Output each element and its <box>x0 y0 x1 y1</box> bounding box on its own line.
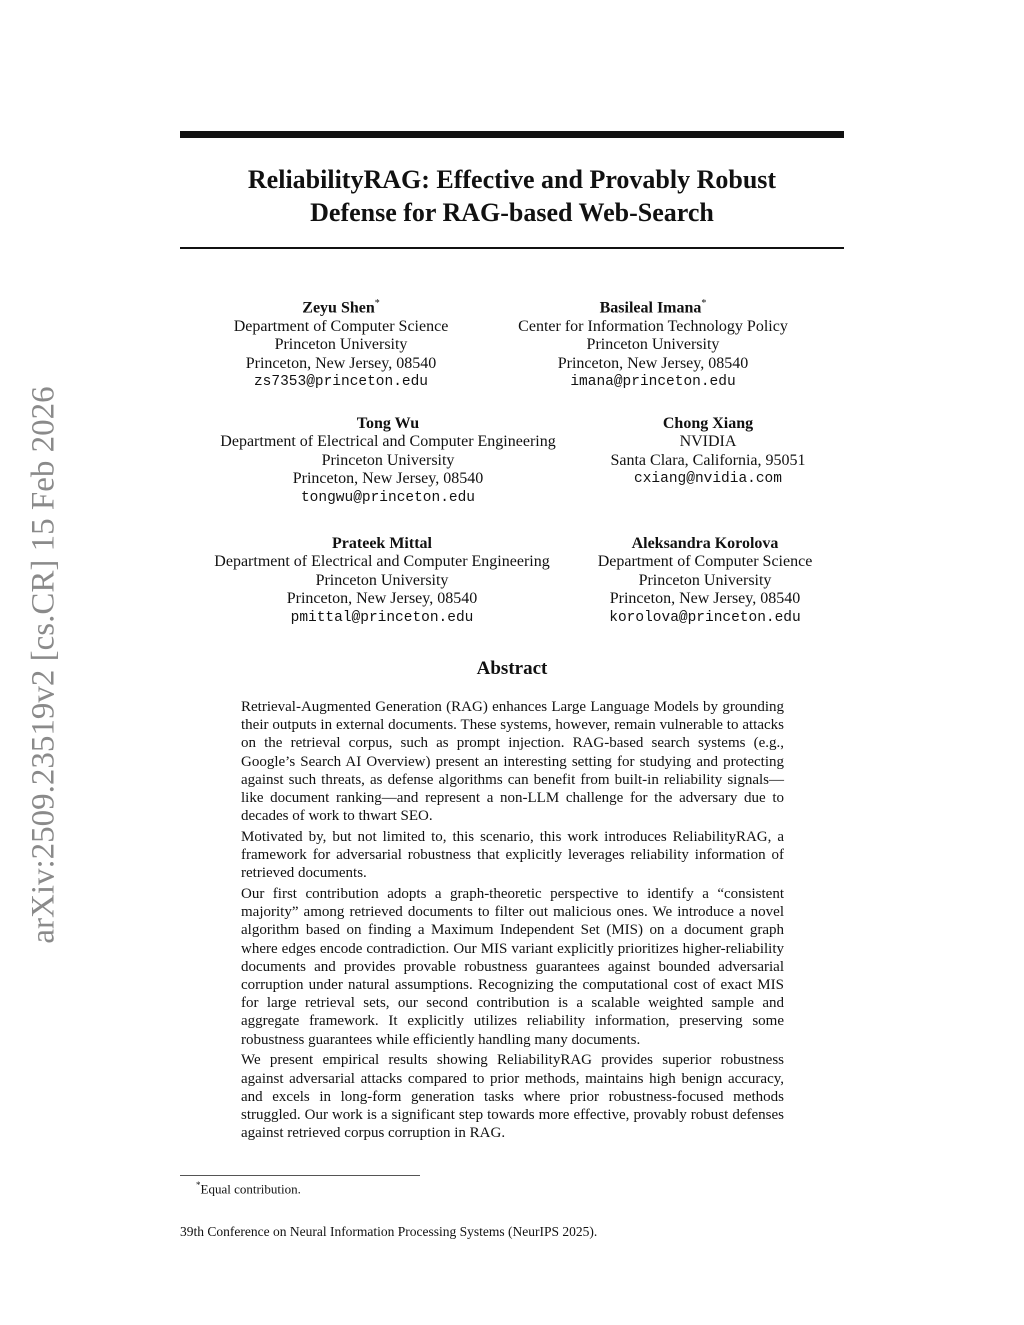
author-affiliation: Princeton, New Jersey, 08540 <box>292 470 484 488</box>
author-block <box>234 295 449 391</box>
author-name: Basileal Imana <box>599 299 702 317</box>
abstract-paragraph: Motivated by, but not limited to, this scenario, this work introduces ReliabilityRAG, a framework for adversarial robustness that explicitly leverages reliability information of retrieved documents. <box>241 828 784 882</box>
author-affiliation: Princeton, New Jersey, 08540 <box>609 590 801 608</box>
footnote-text: Equal contribution. <box>200 1181 301 1197</box>
footnote <box>196 1180 301 1197</box>
author-email[interactable]: imana@princeton.edu <box>570 373 736 390</box>
author-name: Chong Xiang <box>662 415 754 432</box>
arxiv-stamp: arXiv:2509.23519v2 [cs.CR] 15 Feb 2026 <box>25 386 62 944</box>
author-affiliation: Princeton, New Jersey, 08540 <box>557 354 749 372</box>
author-email[interactable]: korolova@princeton.edu <box>609 609 801 626</box>
author-email[interactable]: pmittal@princeton.edu <box>290 609 474 626</box>
footnote-rule <box>180 1175 420 1176</box>
author-block <box>598 535 813 627</box>
author-name: Tong Wu <box>356 415 420 432</box>
author-name: Zeyu Shen <box>302 299 375 317</box>
author-name: Aleksandra Korolova <box>631 535 779 552</box>
author-affiliation: Department of Electrical and Computer Engineering <box>214 553 550 571</box>
abstract-body <box>241 698 784 1145</box>
author-affiliation: Princeton, New Jersey, 08540 <box>286 590 478 608</box>
author-block <box>610 415 805 489</box>
author-affiliation: NVIDIA <box>679 433 737 451</box>
author-block <box>518 295 788 391</box>
abstract-paragraph: We present empirical results showing ReliabilityRAG provides superior robustness against adversarial attacks compared to prior methods, maintains high benign accuracy, and excels in long-form generation tasks where prior robustness-focused methods struggled. Our work is a significant step towards more effective, provably robust defenses against retrieved corpus corruption in RAG. <box>241 1052 784 1142</box>
author-affiliation: Department of Computer Science <box>233 317 449 335</box>
author-affiliation: Department of Electrical and Computer Engineering <box>220 433 556 451</box>
venue-note: 39th Conference on Neural Information Processing Systems (NeurIPS 2025). <box>180 1224 598 1239</box>
author-mark: * <box>374 298 380 309</box>
author-email[interactable]: cxiang@nvidia.com <box>634 471 782 488</box>
abstract-heading: Abstract <box>476 658 548 679</box>
author-affiliation: Department of Computer Science <box>597 553 813 571</box>
author-mark: * <box>701 298 707 309</box>
author-affiliation: Princeton University <box>315 571 449 589</box>
author-affiliation: Princeton, New Jersey, 08540 <box>245 354 437 372</box>
abstract-paragraph: Retrieval-Augmented Generation (RAG) enhances Large Language Models by grounding their outputs in external documents. These systems, however, remain vulnerable to attacks on the retrieval corpus, such as prompt injection. RAG-based search systems (e.g., Google’s Search AI Overview) present an interesting setting for studying and protecting against such threats, as defense algorithms can benefit from built-in reliability signals—like document ranking—and represent a non-LLM challenge for the adversary due to decades of work to thwart SEO. <box>241 699 784 825</box>
title-line-1: ReliabilityRAG: Effective and Provably Robust <box>247 165 777 194</box>
abstract-paragraph: Our first contribution adopts a graph-theoretic perspective to identify a “consistent majority” among retrieved documents to filter out malicious ones. We introduce a novel algorithm based on finding a Maximum Independent Set (MIS) on a document graph where edges encode contradiction. Our MIS variant explicitly prioritizes higher-reliability documents and provides provable robustness guarantees against bounded adversarial corruption under natural assumptions. Recognizing the computational cost of exact MIS for large retrieval sets, our second contribution is a scalable weighted sample and aggregate framework. It explicitly utilizes reliability information, preserving some robustness guarantees while efficiently handling many documents. <box>241 886 784 1048</box>
title-rule-bottom <box>180 247 844 249</box>
paper-title <box>180 163 844 229</box>
author-affiliation: Princeton University <box>638 571 772 589</box>
title-line-2: Defense for RAG-based Web-Search <box>310 198 714 227</box>
author-affiliation: Santa Clara, California, 95051 <box>610 451 806 469</box>
author-block <box>214 535 549 627</box>
author-block <box>220 415 555 507</box>
author-affiliation: Princeton University <box>274 336 408 354</box>
author-email[interactable]: zs7353@princeton.edu <box>253 373 429 390</box>
author-affiliation: Princeton University <box>586 336 720 354</box>
author-name: Prateek Mittal <box>332 535 432 552</box>
footnote-mark: * <box>196 1180 201 1190</box>
author-affiliation: Princeton University <box>321 451 455 469</box>
author-affiliation: Center for Information Technology Policy <box>518 317 788 335</box>
title-rule-top <box>180 131 844 138</box>
author-email[interactable]: tongwu@princeton.edu <box>300 489 476 506</box>
